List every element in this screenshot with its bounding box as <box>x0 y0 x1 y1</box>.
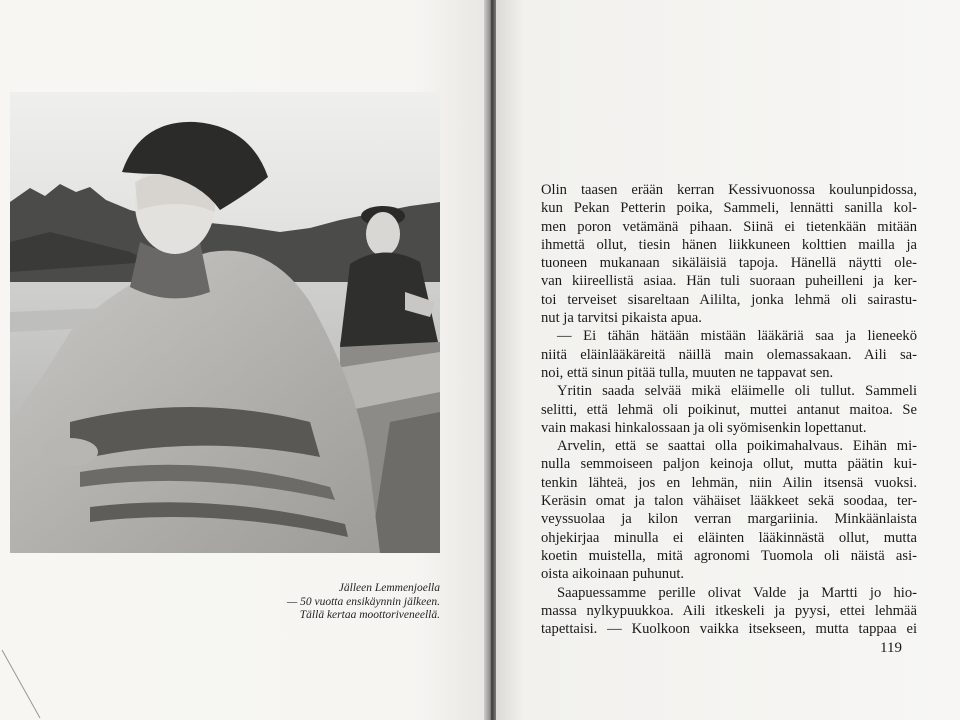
text-line: men poron vetämänä pihaan. Siinä ei tietenkään mitään <box>541 218 917 235</box>
text-line: vain makasi hinkalossaan ja oli syömisenkin lopettanut. <box>541 419 867 436</box>
text-line: van kiireellistä asiaa. Hän tuli suoraan puheilleni ja ker- <box>541 273 917 290</box>
caption-line: Jälleen Lemmenjoella <box>338 582 440 594</box>
text-line: tuoneen mukanaan sikäläisiä tapoja. Hänellä näytti ole- <box>541 255 917 272</box>
text-line: ihmettä ollut, tiesin hänen liikkuneen kolttien mailla ja <box>541 236 917 253</box>
text-line: ohjekirjaa minulla ei eläinten lääkinnästä ollut, mutta <box>541 529 917 546</box>
page-number: 119 <box>880 640 902 656</box>
text-line: Arvelin, että se saattai olla poikimahalvaus. Eihän mi- <box>557 438 917 455</box>
text-line: koetin muistella, mitä agronomi Tuomola oli näistä asi- <box>541 547 917 564</box>
text-line: Yritin saada selvää mikä eläimelle oli tullut. Sammeli <box>557 383 917 400</box>
caption-line: — 50 vuotta ensikäynnin jälkeen. <box>287 595 440 608</box>
text-line: Olin taasen erään kerran Kessivuonossa koulunpidossa, <box>541 182 917 198</box>
text-line: Keräsin omat ja talon vähäiset lääkkeet sekä soodaa, ter- <box>541 493 917 510</box>
text-line: nut ja tarvitsi pikaista apua. <box>541 310 702 327</box>
text-line: tenkin lähteä, jos en lehmän, niin Ailin itsensä vuoksi. <box>541 474 917 491</box>
text-line: noi, että sinun pitää tulla, muuten ne tappavat sen. <box>541 364 834 381</box>
text-line: selitti, että lehmä oli poikinut, muttei antanut maitoa. Se <box>541 401 917 418</box>
text-line: kun Pekan Petterin poika, Sammeli, lennätti sanilla kol- <box>541 200 917 217</box>
photo-caption <box>230 582 440 623</box>
text-line: massa nylkypuukkoa. Aili itkeskeli ja pyysi, ettei lehmää <box>541 602 917 619</box>
text-line: — Ei tähän hätään mistään lääkäriä saa ja lieneekö <box>557 328 917 345</box>
text-line: toi terveiset sisareltaan Aililta, jonka lehmä oli sairastu- <box>541 291 917 308</box>
text-line: tapettaisi. — Kuolkoon vaikka itsekseen, mutta tappaa ei <box>541 621 917 638</box>
text-line: veyssuolaa ja kilon verran margariinia. Minkäänlaista <box>541 511 917 528</box>
text-line: nulla semmoiseen paljon keinoja ollut, mutta päätin kui- <box>541 456 917 473</box>
body-text <box>541 181 917 638</box>
text-line: niitä eläinlääkäreitä näillä main olemassakaan. Aili sa- <box>541 346 917 363</box>
caption-line: Tällä kertaa moottoriveneellä. <box>299 609 440 621</box>
text-line: oista aikoinaan puhunut. <box>541 566 685 583</box>
text-line: Saapuessamme perille olivat Valde ja Martti jo hio- <box>557 584 917 601</box>
photograph <box>10 92 440 553</box>
